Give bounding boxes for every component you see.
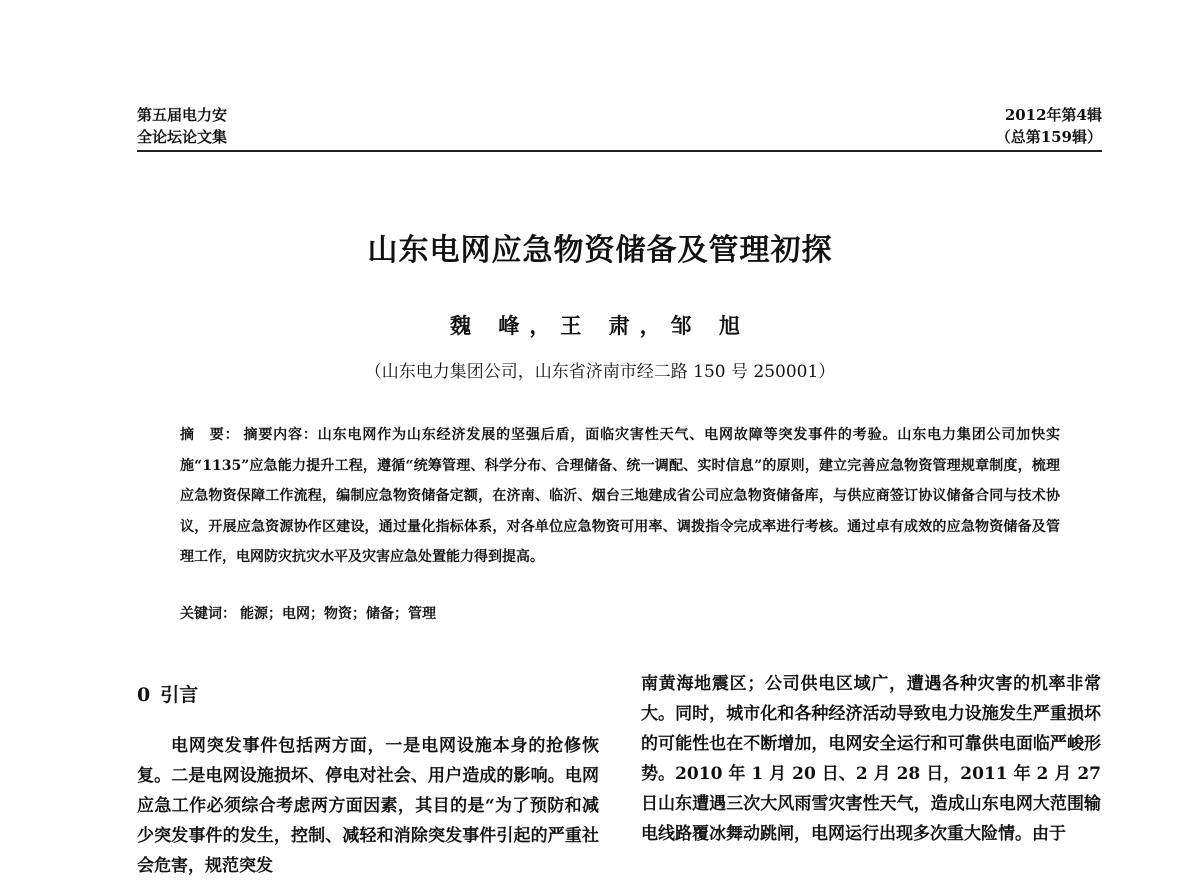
section-title: 引言 [160, 684, 199, 706]
header-rule [137, 150, 1102, 152]
keyword-item: 物资 ； [324, 606, 366, 622]
section-number: 0 [137, 684, 151, 706]
abstract-block [180, 420, 1060, 573]
keyword-item: 管理 [408, 606, 436, 622]
keywords-label: 关键词： [180, 606, 236, 622]
issue-number: 2012年第4辑 [1004, 106, 1102, 124]
section-heading [137, 680, 198, 707]
keywords-block [180, 603, 436, 623]
paper-authors: 魏 峰，王 肃，邹 旭 [450, 313, 750, 338]
journal-header-left [137, 104, 227, 148]
abstract-label: 摘 要： [180, 427, 240, 443]
keyword-item: 储备 ； [366, 606, 408, 622]
body-right-column: 南黄海地震区；公司供电区域广，遭遇各种灾害的机率非常大。同时，城市化和各种经济活动导致电力设施发生严重损坏的可能性也在不断增加，电网安全运行和可靠供电面临严峻形势。2010 年 1 月 20 日、2 月 28 日，2011 年 2 月 27 日山东遭遇三次大风雨雪灾害性天气，造成山东电网大范围输电线路覆冰舞动跳闸，电网运行出现多次重大险情。由于 [641, 674, 1101, 844]
keyword-item: 能源 ； [240, 606, 282, 622]
issue-total: （总第159辑） [995, 128, 1102, 146]
paper-affiliation: （山东电力集团公司，山东省济南市经二路 150 号 250001） [364, 362, 836, 382]
journal-header-line1: 第五届电力安 [137, 106, 228, 124]
journal-header-line2: 全论坛论文集 [137, 128, 228, 146]
issue-header-right [996, 104, 1102, 148]
body-left-column: 电网突发事件包括两方面，一是电网设施本身的抢修恢复。二是电网设施损坏、停电对社会、用户造成的影响。电网应急工作必须综合考虑两方面因素，其目的是“为了预防和减少突发事件的发生，控制、减轻和消除突发事件引起的严重社会危害，规范突发 [137, 736, 599, 876]
keyword-item: 电网 ； [282, 606, 324, 622]
paper-title: 山东电网应急物资储备及管理初探 [367, 233, 833, 268]
abstract-text: 摘要内容：山东电网作为山东经济发展的坚强后盾，面临灾害性天气、电网故障等突发事件的考验。山东电力集团公司加快实施“1135”应急能力提升工程，遵循“统筹管理、科学分布、合理储备、统一调配、实时信息”的原则，建立完善应急物资管理规章制度，梳理应急物资保障工作流程，编制应急物资储备定额，在济南、临沂、烟台三地建成省公司应急物资储备库，与供应商签订协议储备合同与技术协议，开展应急资源协作区建设，通过量化指标体系，对各单位应急物资可用率、调拨指令完成率进行考核。通过卓有成效的应急物资储备及管理工作，电网防灾抗灾水平及灾害应急处置能力得到提高。 [180, 427, 1061, 565]
